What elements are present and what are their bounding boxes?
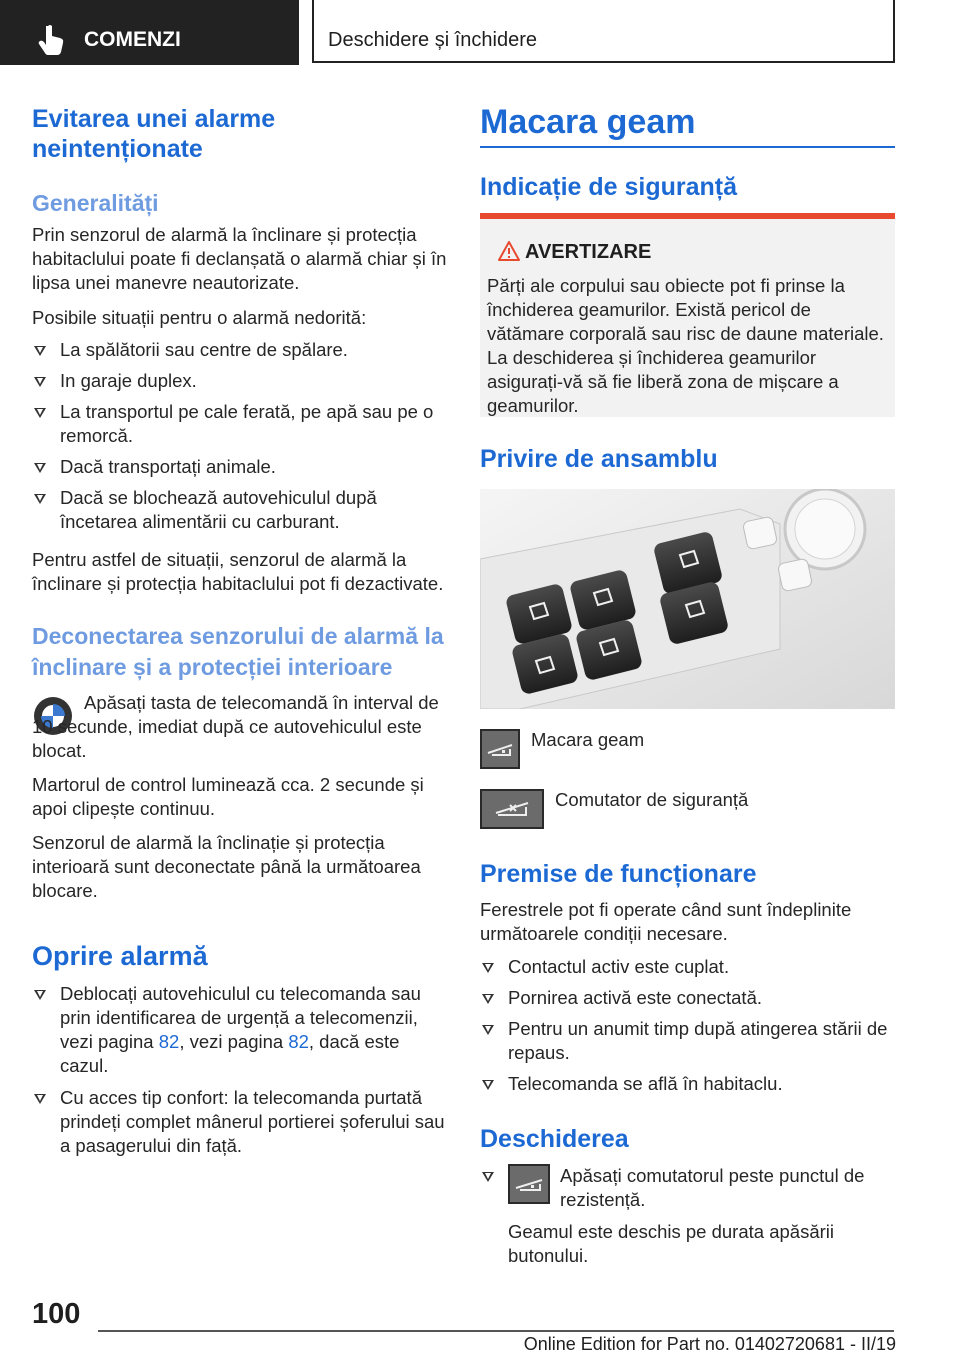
window-lift-icon (480, 729, 520, 769)
window-switch-panel-image (480, 489, 895, 709)
touch-hand-icon (38, 24, 66, 56)
list-item: La transportul pe cale ferată, pe apă sau pe o remorcă. (32, 400, 448, 448)
page-link-82[interactable]: 82 (288, 1031, 309, 1052)
list-item: Dacă se blochează autovehiculul după încetarea alimentării cu carburant. (32, 486, 448, 534)
open-step: Apăsați comutatorul peste punctul de rezistență. (560, 1165, 865, 1210)
window-lift-icon (508, 1164, 550, 1204)
warning-label: AVERTIZARE (525, 241, 652, 263)
situations-intro: Posibile situații pentru o alarmă nedorită: (32, 307, 367, 328)
disconnect-p3: Senzorul de alarmă la înclinație și protecția interioară sunt deconectate până la următoarea blocare. (32, 832, 421, 901)
section-title: Deschidere și închidere (328, 29, 537, 51)
general-closing: Pentru astfel de situații, senzorul de alarmă la înclinare și protecția habitaclului pot fi dezactivate. (32, 549, 444, 594)
window-lift-label: Macara geam (531, 729, 645, 750)
stop-item1-text-c: , dacă este cazul. (60, 1031, 400, 1076)
premise-list (480, 955, 896, 1096)
premise-heading: Premise de funcționare (480, 860, 757, 888)
safety-switch-label: Comutator de siguranță (555, 789, 749, 810)
chapter-title: COMENZI (84, 28, 181, 51)
stop-item1-text-a: Deblocați autovehiculul cu telecomanda sau prin identificarea de urgență a telecomenzii, vezi pagina (60, 983, 421, 1052)
situations-list (32, 338, 448, 541)
footer-edition: Online Edition for Part no. 01402720681 - II/19 (523, 1334, 896, 1354)
page-number: 100 (32, 1298, 81, 1330)
page-link-82[interactable]: 82 (158, 1031, 180, 1052)
general-heading: Generalități (32, 190, 159, 216)
premise-intro: Ferestrele pot fi operate când sunt îndeplinite următoarele condiții necesare. (480, 899, 852, 944)
list-item: Dacă transportați animale. (32, 455, 448, 479)
general-intro: Prin senzorul de alarmă la înclinare și protecția habitaclului poate fi declanșată o alarmă chiar și în lipsa unei manevre neautorizate. (32, 224, 447, 293)
disconnect-heading: Deconectarea senzorului de alarmă la înclinare și a protecției interioare (32, 623, 444, 680)
warning-triangle-icon (498, 241, 520, 261)
stop-item1-text-b: , vezi pagina (179, 1031, 289, 1052)
list-item: Contactul activ este cuplat. (480, 955, 896, 979)
safety-heading: Indicație de siguranță (480, 173, 738, 201)
chapter-tab (0, 0, 299, 65)
right-title: Macara geam (480, 103, 696, 141)
title-rule (480, 146, 895, 148)
warning-text: Părți ale corpului sau obiecte pot fi prinse la închiderea geamurilor. Există pericol de vătămare corporală sau risc de daune materiale. La deschiderea și închiderea geamurilor asigurați-vă să fie liberă zona de mișcare a geamurilor. (487, 275, 884, 416)
list-item (32, 982, 448, 1078)
left-title: Evitarea unei alarme neintenționate (32, 105, 276, 163)
section-tab (312, 0, 895, 63)
list-item: Pentru un anumit timp după atingerea stării de repaus. (480, 1017, 896, 1065)
list-item: Telecomanda se află în habitaclu. (480, 1072, 896, 1096)
open-note: Geamul este deschis pe durata apăsării butonului. (508, 1221, 834, 1266)
disconnect-p2: Martorul de control luminează cca. 2 secunde și apoi clipește continuu. (32, 774, 424, 819)
list-item: Cu acces tip confort: la telecomanda purtată prindeți complet mânerul portierei șoferului sau a pasagerului din față. (32, 1086, 448, 1158)
list-item: In garaje duplex. (32, 369, 448, 393)
warning-box (480, 213, 895, 417)
list-item: Pornirea activă este conectată. (480, 986, 896, 1010)
list-item: La spălătorii sau centre de spălare. (32, 338, 448, 362)
stop-list (32, 982, 448, 1158)
warning-bar (480, 213, 895, 219)
safety-switch-icon (480, 789, 544, 829)
open-heading: Deschiderea (480, 1125, 629, 1153)
footer-rule (98, 1330, 894, 1332)
overview-heading: Privire de ansamblu (480, 445, 718, 473)
stop-heading: Oprire alarmă (32, 941, 208, 971)
disconnect-p1: Apăsați tasta de telecomandă în interval de 10 secunde, imediat după ce autovehiculul este blocat. (32, 692, 439, 761)
